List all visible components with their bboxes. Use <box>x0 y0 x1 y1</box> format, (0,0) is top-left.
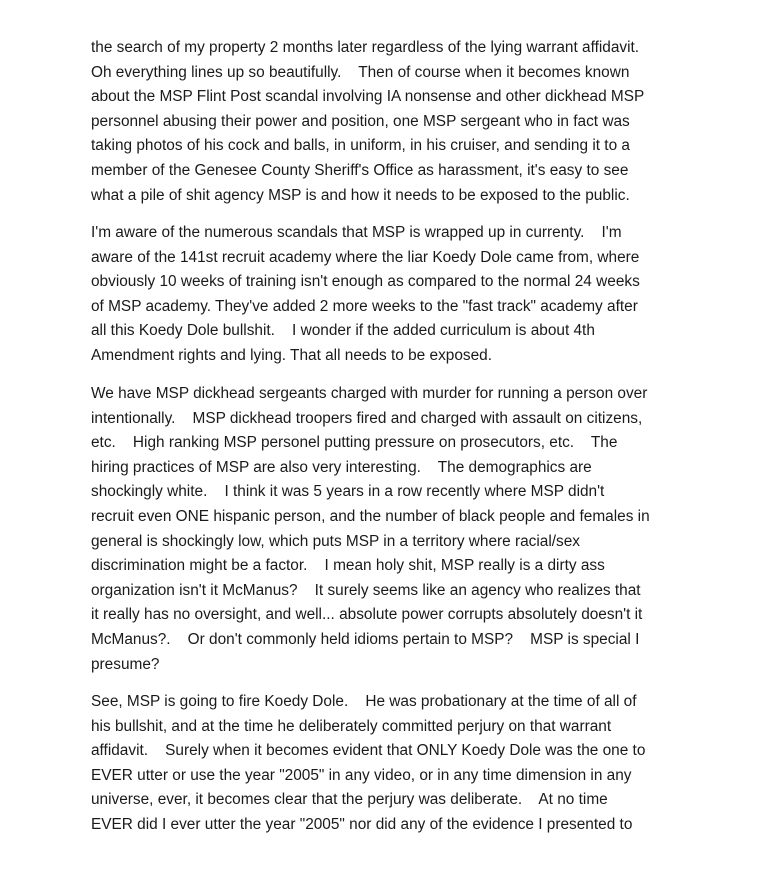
paragraph: I'm aware of the numerous scandals that MSP is wrapped up in currenty. I'm aware of the 141st recruit academy where the liar Koedy Dole came from, where obviously 10 weeks of training isn't enough as compared to the normal 24 weeks of MSP academy. They've added 2 more weeks to the "fast track" academy after all this Koedy Dole bullshit. I wonder if the added curriculum is about 4th Amendment rights and lying. That all needs to be exposed. <box>91 224 640 364</box>
paragraph: We have MSP dickhead sergeants charged with murder for running a person over intentionally. MSP dickhead troopers fired and charged with assault on citizens, etc. High ranking MSP personel putting pressure on prosecutors, etc. The hiring practices of MSP are also very interesting. The demographics are shockingly white. I think it was 5 years in a row recently where MSP didn't recruit even ONE hispanic person, and the number of black people and females in general is shockingly low, which puts MSP in a territory where racial/sex discrimination might be a factor. I mean holy shit, MSP really is a dirty ass organization isn't it McManus? It surely seems like an agency who realizes that it really has no oversight, and well... absolute power corrupts absolutely doesn't it McManus?. Or don't commonly held idioms pertain to MSP? MSP is special I presume? <box>91 385 650 673</box>
paragraph: See, MSP is going to fire Koedy Dole. He was probationary at the time of all of his bullshit, and at the time he deliberately committed perjury on that warrant affidavit. Surely when it becomes evident that ONLY Koedy Dole was the one to EVER utter or use the year "2005" in any video, or in any time dimension in any universe, ever, it becomes clear that the perjury was deliberate. At no time EVER did I ever utter the year "2005" nor did any of the evidence I presented to <box>91 693 646 833</box>
paragraph: the search of my property 2 months later regardless of the lying warrant affidavit. Oh everything lines up so beautifully. Then of course when it becomes known about the MSP Flint Post scandal involving IA nonsense and other dickhead MSP personnel abusing their power and position, one MSP sergeant who in fact was taking photos of his cock and balls, in uniform, in his cruiser, and sending it to a member of the Genesee County Sheriff's Office as harassment, it's easy to see what a pile of shit agency MSP is and how it needs to be exposed to the public. <box>91 39 645 204</box>
